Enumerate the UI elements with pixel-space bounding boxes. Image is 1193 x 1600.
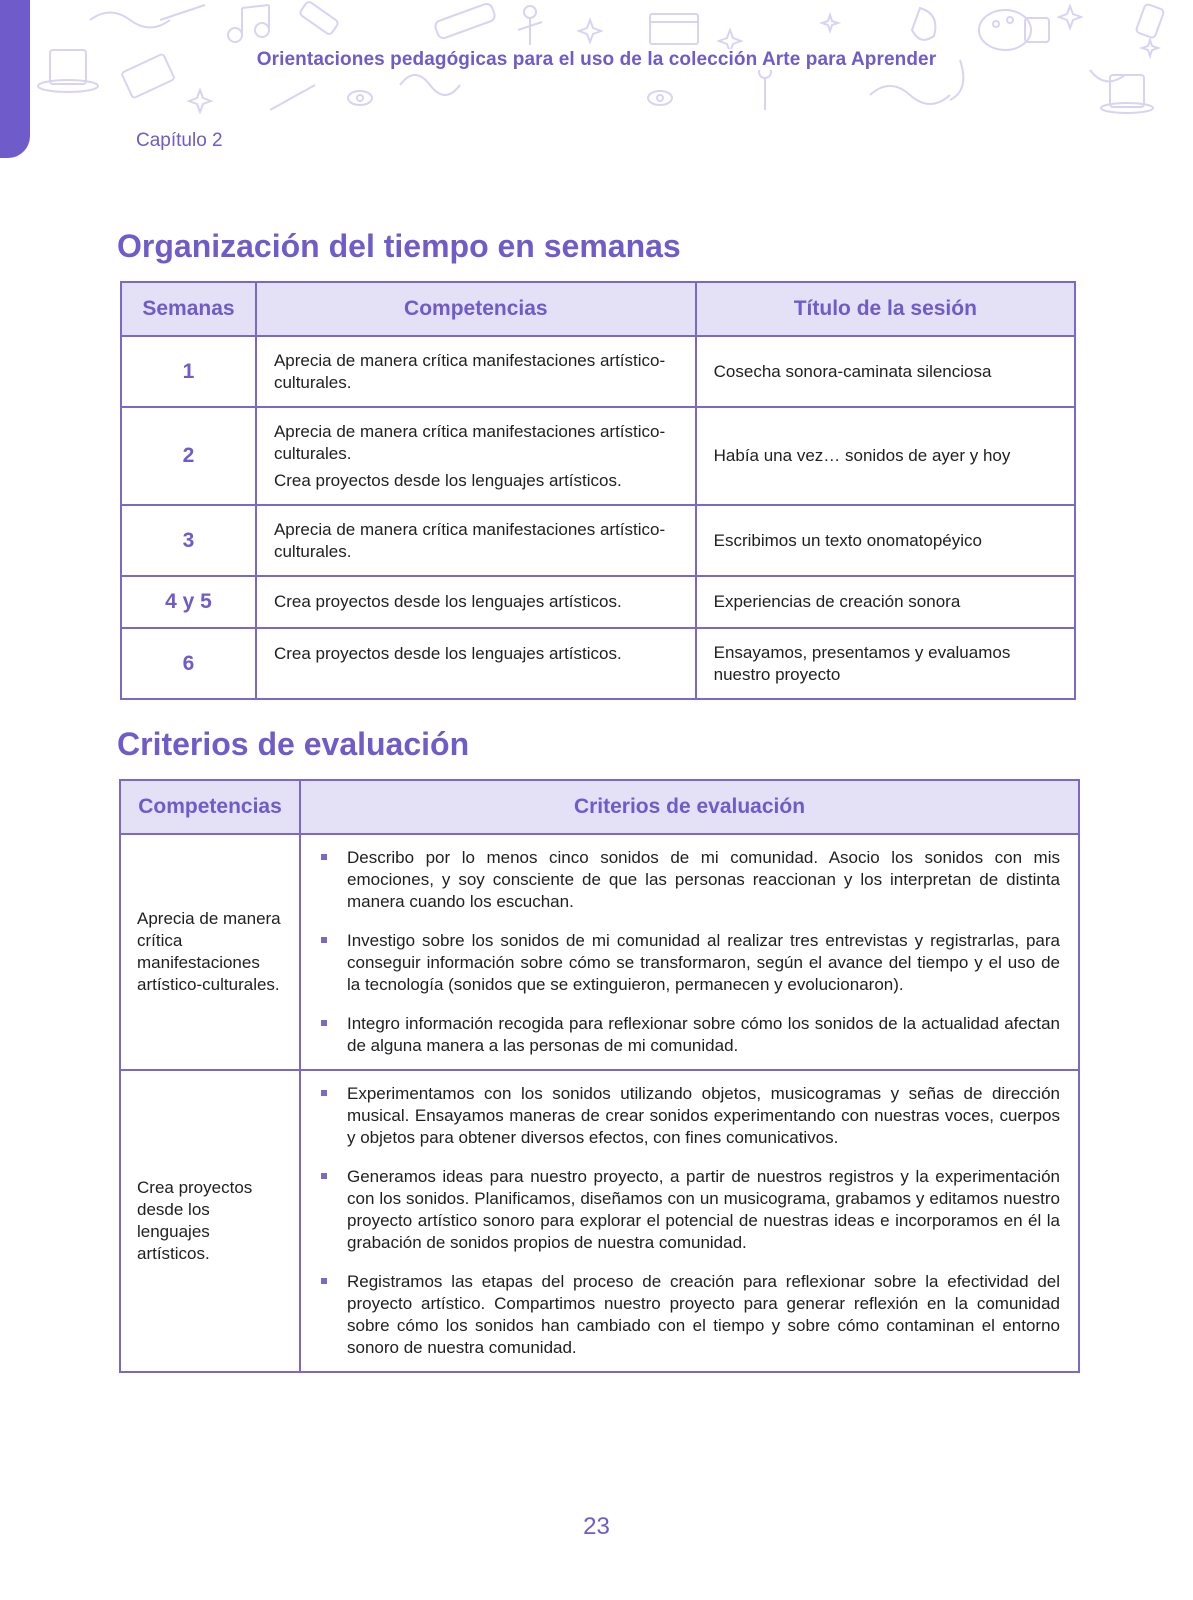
bullet-square-icon	[321, 1020, 327, 1026]
chapter-label: Capítulo 2	[136, 130, 223, 151]
list-item	[319, 1271, 1060, 1359]
weeks-table	[120, 281, 1076, 700]
paint-palette-icon	[979, 10, 1049, 50]
criteria-section-heading: Criterios de evaluación	[117, 726, 470, 762]
column-header-criteria: Criterios de evaluación	[300, 780, 1079, 834]
criterion-text: Integro información recogida para reflexionar sobre cómo los sonidos de la actualidad afectan de alguna manera a las personas de mi comunidad.	[347, 1014, 1060, 1055]
list-item	[319, 847, 1060, 913]
week-number: 2	[121, 407, 256, 505]
table-row	[121, 336, 1075, 407]
criteria-list	[319, 1083, 1060, 1359]
table-row	[121, 576, 1075, 628]
competency-text: Aprecia de manera crítica manifestaciones artístico-culturales.	[273, 350, 666, 392]
competencies-cell	[256, 576, 696, 628]
list-item	[319, 1083, 1060, 1149]
criterion-text: Generamos ideas para nuestro proyecto, a partir de nuestros registros y la experimentación con los sonidos. Planificamos, diseñamos con un musicograma, grabamos y editamos nuestro proyecto artístico sonoro para explorar el potencial de nuestras ideas e incorporamos en él la grabación de sonidos propios de nuestra comunidad.	[347, 1167, 1060, 1252]
competencies-cell	[256, 505, 696, 576]
competency-text: Aprecia de manera crítica manifestaciones artístico-culturales.	[273, 421, 666, 463]
week-number: 6	[121, 628, 256, 699]
table-row	[121, 407, 1075, 505]
session-title: Había una vez… sonidos de ayer y hoy	[696, 407, 1075, 505]
table-row	[121, 505, 1075, 576]
session-title: Cosecha sonora-caminata silenciosa	[696, 336, 1075, 407]
table-header-row	[120, 780, 1079, 834]
list-item	[319, 1166, 1060, 1254]
column-header-weeks: Semanas	[121, 282, 256, 336]
competency-text: Crea proyectos desde los lenguajes artísticos.	[273, 644, 622, 663]
running-header: Orientaciones pedagógicas para el uso de la colección Arte para Aprender	[0, 49, 1193, 71]
weeks-section-heading: Organización del tiempo en semanas	[117, 228, 681, 264]
session-title: Experiencias de creación sonora	[696, 576, 1075, 628]
criterion-text: Investigo sobre los sonidos de mi comunidad al realizar tres entrevistas y registrarlas, para conseguir información sobre cómo se transformaron, según el avance del tiempo y el uso de la tecnología (sonidos que se extinguieron, permanecen y evolucionaron).	[347, 931, 1060, 994]
bullet-square-icon	[321, 1090, 327, 1096]
competency-text: Crea proyectos desde los lenguajes artísticos.	[273, 592, 622, 611]
column-header-competencies: Competencias	[120, 780, 300, 834]
list-item	[319, 1013, 1060, 1057]
criteria-cell	[300, 834, 1079, 1070]
week-number: 1	[121, 336, 256, 407]
session-title: Escribimos un texto onomatopéyico	[696, 505, 1075, 576]
bullet-square-icon	[321, 937, 327, 943]
paint-tube-icon	[299, 1, 496, 40]
competency-text: Aprecia de manera crítica manifestaciones artístico-culturales.	[273, 519, 666, 561]
table-row	[121, 628, 1075, 699]
list-item	[319, 930, 1060, 996]
competencies-cell	[256, 407, 696, 505]
criterion-text: Registramos las etapas del proceso de creación para reflexionar sobre la efectividad del proyecto artístico. Compartimos nuestro proyecto para generar reflexión en la comunidad sobre cómo los sonidos han cambiado con el tiempo y sobre cómo contaminan el entorno sonoro de nuestra comunidad.	[347, 1272, 1060, 1357]
week-number: 3	[121, 505, 256, 576]
bullet-square-icon	[321, 854, 327, 860]
week-number: 4 y 5	[121, 576, 256, 628]
bullet-square-icon	[321, 1173, 327, 1179]
eye-icon	[348, 91, 672, 105]
competencies-cell	[256, 336, 696, 407]
chapter-side-tab	[0, 0, 30, 158]
competency-text: Crea proyectos desde los lenguajes artísticos.	[273, 470, 622, 490]
table-row	[120, 1070, 1079, 1372]
session-title: Ensayamos, presentamos y evaluamos nuestro proyecto	[696, 628, 1075, 699]
table-row	[120, 834, 1079, 1070]
criteria-table	[119, 779, 1080, 1373]
bullet-square-icon	[321, 1278, 327, 1284]
competency-name: Aprecia de manera crítica manifestaciones artístico-culturales.	[120, 834, 300, 1070]
criteria-cell	[300, 1070, 1079, 1372]
column-header-competencies: Competencias	[256, 282, 696, 336]
criterion-text: Describo por lo menos cinco sonidos de mi comunidad. Asocio los sonidos con mis emociones, y soy consciente de que las personas reaccionan y los interpretan de distinta manera cuando los escuchan.	[347, 848, 1060, 911]
criterion-text: Experimentamos con los sonidos utilizando objetos, musicogramas y señas de dirección musical. Ensayamos maneras de crear sonidos experimentando con nuestras voces, cuerpos y objetos para obtener diversos efectos, con fines comunicativos.	[347, 1084, 1060, 1147]
clapperboard-icon	[650, 14, 698, 44]
table-header-row	[121, 282, 1075, 336]
music-note-icon	[228, 5, 269, 42]
criteria-list	[319, 847, 1060, 1057]
competency-name: Crea proyectos desde los lenguajes artísticos.	[120, 1070, 300, 1372]
column-header-session-title: Título de la sesión	[696, 282, 1075, 336]
page-number: 23	[583, 1513, 610, 1540]
competencies-cell	[256, 628, 696, 699]
